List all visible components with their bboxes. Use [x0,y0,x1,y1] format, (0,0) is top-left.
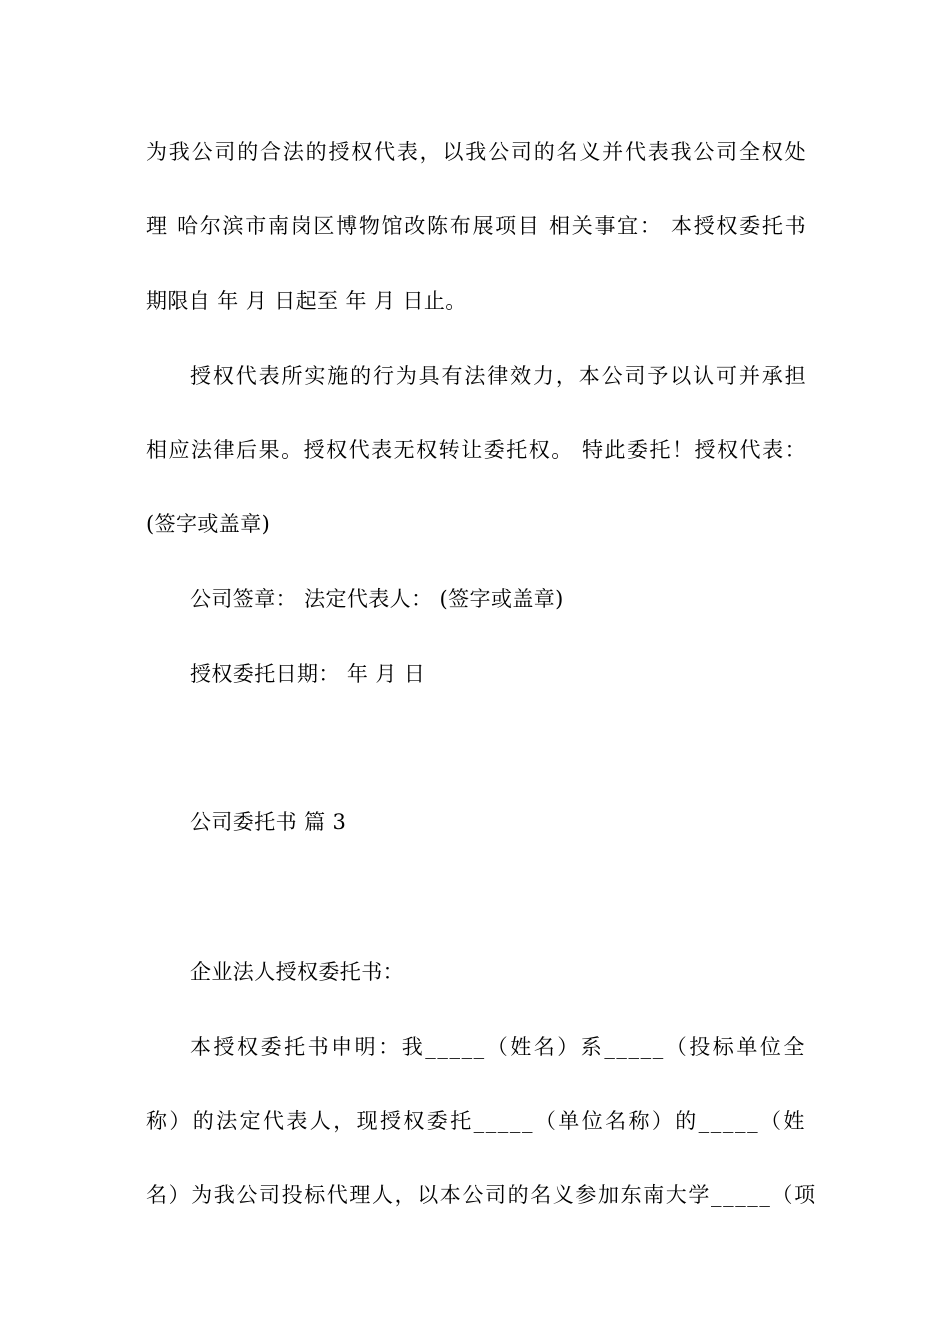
body-line-3: 名）为我公司投标代理人，以本公司的名义参加东南大学_____（项 [146,1183,817,1207]
paragraph-line-6: (签字或盖章) [146,512,271,536]
paragraph-line-1: 为我公司的合法的授权代表，以我公司的名义并代表我公司全权处 [146,140,806,164]
authorization-date-line: 授权委托日期： 年 月 日 [190,662,426,686]
body-line-2: 称）的法定代表人，现授权委托_____（单位名称）的_____（姓 [146,1109,806,1133]
body-line-1: 本授权委托书申明：我_____（姓名）系_____（投标单位全 [190,1035,806,1059]
paragraph-line-4: 授权代表所实施的行为具有法律效力，本公司予以认可并承担 [190,364,806,388]
paragraph-line-5: 相应法律后果。授权代表无权转让委托权。 特此委托！授权代表： [146,438,806,462]
paragraph-line-3: 期限自 年 月 日起至 年 月 日止。 [146,289,467,313]
subheading: 企业法人授权委托书： [190,960,404,984]
company-signature-line: 公司签章： 法定代表人： (签字或盖章) [190,587,564,611]
paragraph-line-2: 理 哈尔滨市南岗区博物馆改陈布展项目 相关事宜： 本授权委托书 [146,214,806,238]
section-heading: 公司委托书 篇 3 [190,810,347,834]
